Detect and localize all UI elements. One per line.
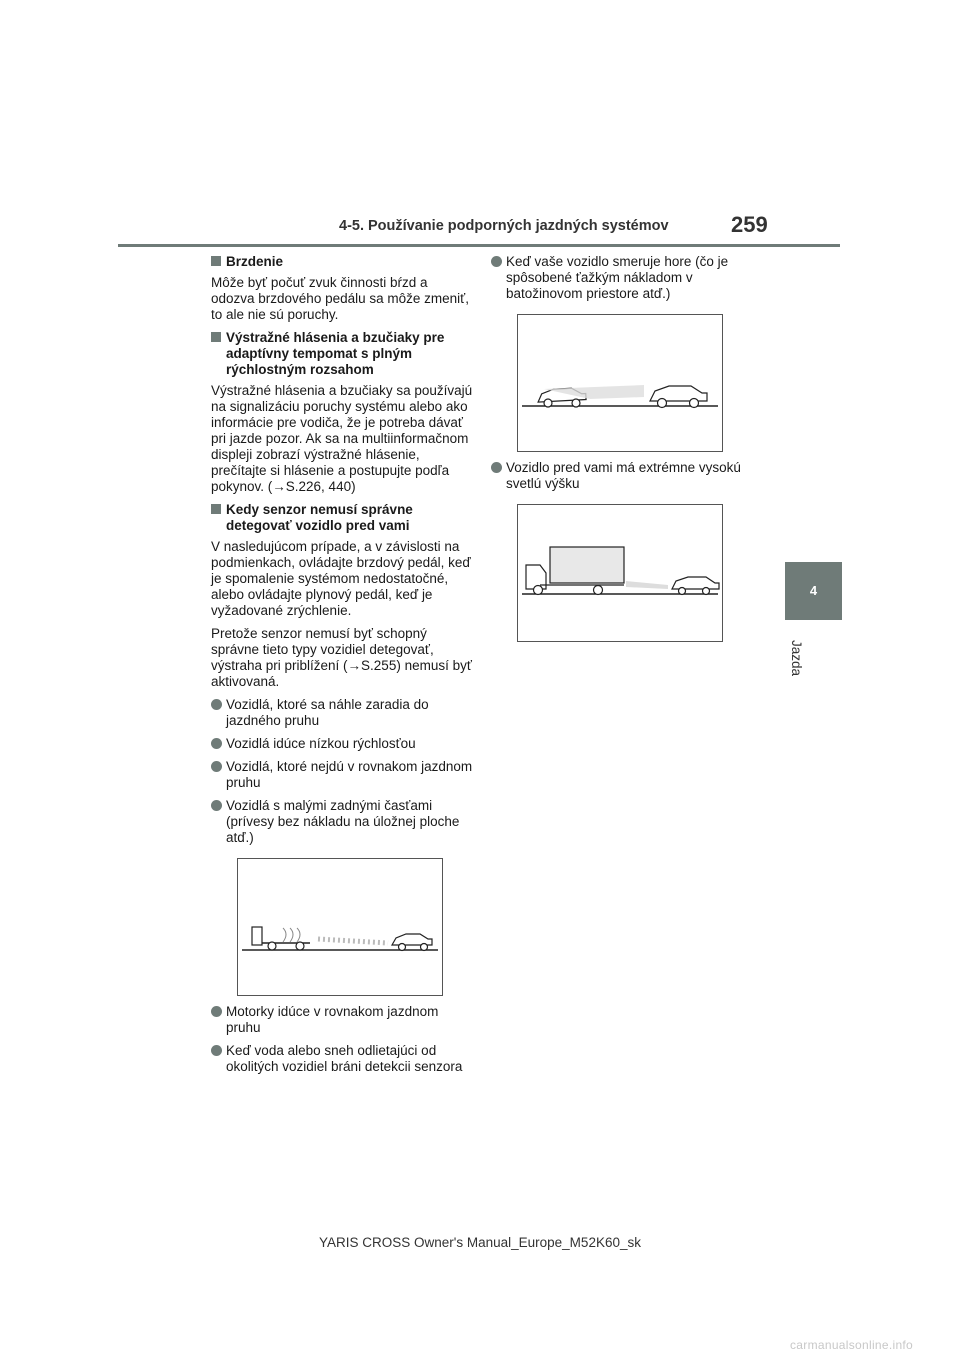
list-item (211, 1043, 473, 1075)
paragraph-brzdenie: Môže byť počuť zvuk činnosti bŕzd a odozva brzdového pedálu sa môže zmeniť, to ale nie sú poruchy. (211, 275, 469, 322)
list-item (491, 254, 753, 302)
watermark: carmanualsonline.info (790, 1338, 914, 1352)
square-bullet-icon (211, 332, 221, 342)
list-item-text: Vozidlá, ktoré sa náhle zaradia do jazdného pruhu (226, 697, 429, 728)
section-title: 4-5. Používanie podporných jazdných systémov (339, 218, 669, 234)
list-item-text: Motorky idúce v rovnakom jazdnom pruhu (226, 1004, 439, 1035)
list-item-text: Vozidlá, ktoré nejdú v rovnakom jazdnom pruhu (226, 759, 473, 790)
list-item-text: Keď vaše vozidlo smeruje hore (čo je spôsobené ťažkým nákladom v batožinovom priestore atď.) (506, 254, 729, 301)
heading-hlasenia-text: Výstražné hlásenia a bzučiaky pre adaptívny tempomat s plným rýchlostným rozsahom (226, 330, 445, 377)
truck-and-car-illustration (518, 505, 722, 641)
list-item-text: Vozidlá idúce nízkou rýchlosťou (226, 736, 416, 751)
list-item (211, 798, 473, 846)
tilted-car-following-illustration (518, 315, 722, 451)
circle-bullet-icon (211, 800, 222, 811)
paragraph-senzor-2: Pretože senzor nemusí byť schopný správne tieto typy vozidiel detegovať, výstraha pri priblížení (→S.255) nemusí byť aktivovaná. (211, 626, 472, 689)
heading-brzdenie (211, 254, 473, 270)
figure-high-clearance-truck-illustration (517, 504, 723, 642)
circle-bullet-icon (211, 1045, 222, 1056)
square-bullet-icon (211, 504, 221, 514)
square-bullet-icon (211, 256, 221, 266)
circle-bullet-icon (491, 256, 502, 267)
list-item (211, 759, 473, 791)
paragraph-hlasenia: Výstražné hlásenia a bzučiaky sa používajú na signalizáciu poruchy systému alebo ako informácie pre vodiča, že je potreba dávať pri jazde pozor. Ak sa na multiinformačnom displeji zobrazí výstražné hlásenie, prečítajte si hlásenie a postupujte podľa pokynov. (→S.226, 440) (211, 383, 473, 494)
heading-senzor-text: Kedy senzor nemusí správne detegovať vozidlo pred vami (226, 502, 413, 533)
circle-bullet-icon (211, 699, 222, 710)
list-item (491, 460, 753, 492)
circle-bullet-icon (211, 738, 222, 749)
list-item (211, 1004, 473, 1036)
right-column (491, 254, 753, 650)
circle-bullet-icon (491, 462, 502, 473)
figure-trailer-illustration (237, 858, 443, 996)
trailer-and-car-illustration (238, 859, 442, 995)
heading-hlasenia (211, 330, 473, 378)
footer-manual-id: YARIS CROSS Owner's Manual_Europe_M52K60_sk (319, 1235, 641, 1250)
list-item (211, 736, 473, 752)
chapter-tab-label: Jazda (789, 639, 804, 677)
list-item-text: Vozidlo pred vami má extrémne vysokú svetlú výšku (506, 460, 741, 491)
heading-senzor (211, 502, 473, 534)
left-column (211, 254, 473, 1082)
header-divider (118, 244, 840, 247)
figure-uphill-car-illustration (517, 314, 723, 452)
circle-bullet-icon (211, 761, 222, 772)
list-item-text: Vozidlá s malými zadnými časťami (prívesy bez nákladu na úložnej ploche atď.) (226, 798, 460, 845)
paragraph-senzor-1: V nasledujúcom prípade, a v závislosti na podmienkach, ovládajte brzdový pedál, keď je spomalenie systémom nedostatočné, alebo ovládajte plynový pedál, keď je vyžadované zrýchlenie. (211, 539, 471, 618)
page-number: 259 (731, 212, 768, 237)
chapter-tab-number: 4 (785, 562, 842, 620)
heading-brzdenie-text: Brzdenie (226, 254, 284, 269)
circle-bullet-icon (211, 1006, 222, 1017)
list-item (211, 697, 473, 729)
list-item-text: Keď voda alebo sneh odlietajúci od okolitých vozidiel bráni detekcii senzora (226, 1043, 463, 1074)
